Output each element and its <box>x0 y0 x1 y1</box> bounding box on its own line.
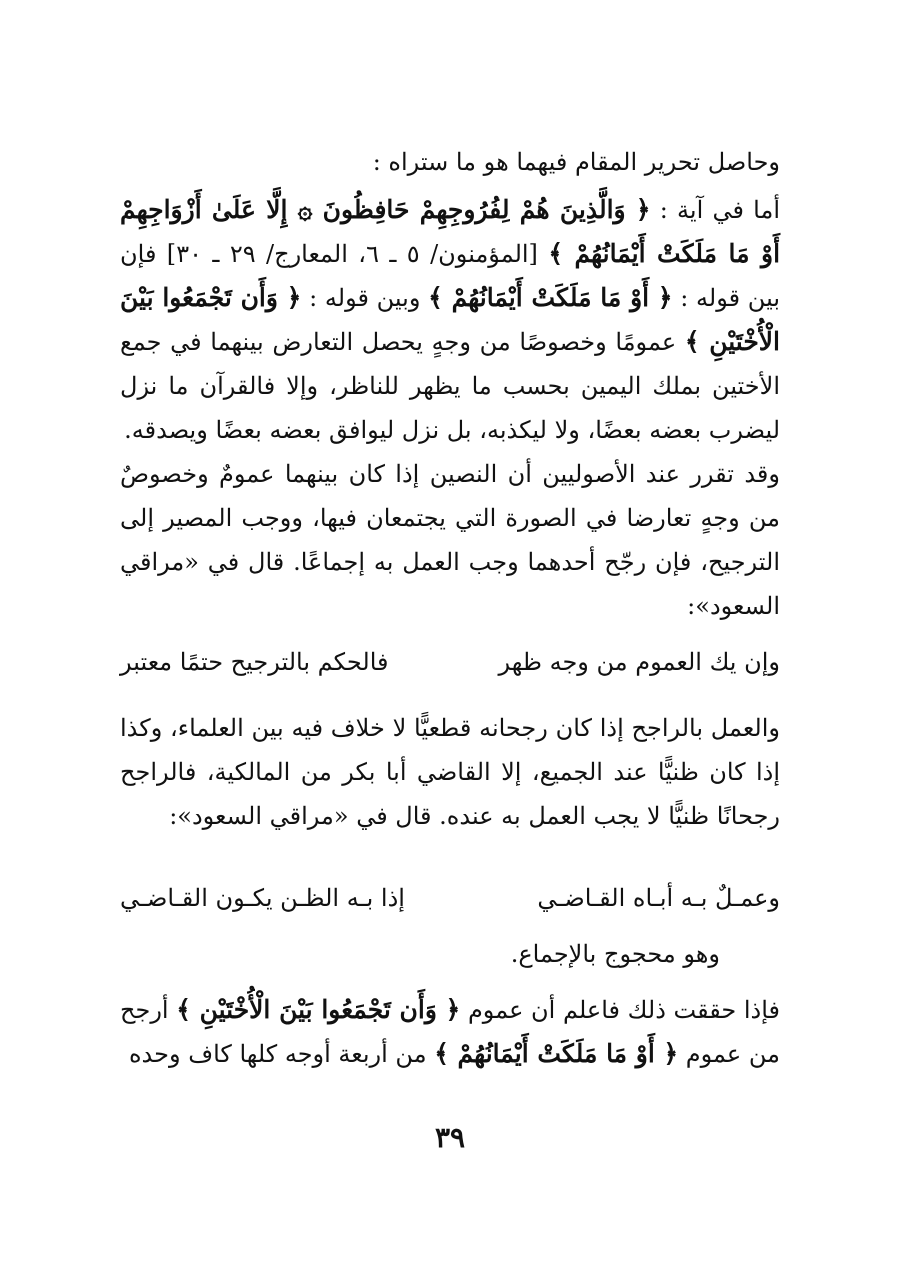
poetry-verse-1 <box>120 640 780 684</box>
p1-text-3: وبين قوله : <box>301 284 429 312</box>
paragraph-1 <box>120 188 780 452</box>
verse-2-second-hemistich: إذا بـه الظـن يكـون القـاضـي <box>120 884 405 912</box>
p4-text-2: أرجح من عموم <box>120 996 780 1068</box>
paragraph-3: والعمل بالراجح إذا كان رجحانه قطعيًّا لا خلاف فيه بين العلماء، وكذا إذا كان ظنيًّا عند الجميع، إلا القاضي أبا بكر من المالكية، فالراجح رجحانًا ظنيًّا لا يجب العمل به عنده. قال في «مراقي السعود»: <box>120 714 781 830</box>
p1-text-1: أما في آية : <box>650 196 780 224</box>
verse-1-first-hemistich: وإن يك العموم من وجه ظهر <box>498 648 780 676</box>
quran-verse: ﴿ وَأَن تَجْمَعُوا بَيْنَ الْأُخْتَيْنِ ﴾ <box>120 283 781 356</box>
quran-verse: ﴿ وَأَن تَجْمَعُوا بَيْنَ الْأُخْتَيْنِ ﴾ <box>176 995 461 1024</box>
p4-text-3: من أربعة أوجه كلها كاف وحده <box>128 1040 435 1068</box>
quran-verse: ﴿ وَالَّذِينَ هُمْ لِفُرُوجِهِمْ حَافِظُونَ ۞ إِلَّا عَلَىٰ أَزْوَاجِهِمْ أَوْ مَا مَلَكَتْ أَيْمَانُهُمْ ﴾ <box>120 195 781 268</box>
verse-1-second-hemistich: فالحكم بالترجيح حتمًا معتبر <box>120 648 389 676</box>
verse-2-first-hemistich: وعمـلٌ بـه أبـاه القـاضـي <box>537 884 780 912</box>
quran-verse: ﴿ أَوْ مَا مَلَكَتْ أَيْمَانُهُمْ ﴾ <box>428 283 673 312</box>
p1-text-4: عمومًا وخصوصًا من وجهٍ يحصل التعارض بينهما في جمع الأختين بملك اليمين بحسب ما يظهر للناظر، وإلا فالقرآن ما نزل ليضرب بعضه بعضًا، ولا ليكذبه، بل نزل ليوافق بعضه بعضًا ويصدقه. <box>120 328 780 444</box>
p1-text-2: [المؤمنون/ ٥ ـ ٦، المعارج/ ٢٩ ـ ٣٠] فإن بين قوله : <box>120 240 780 312</box>
quran-verse: ﴿ أَوْ مَا مَلَكَتْ أَيْمَانُهُمْ ﴾ <box>434 1039 679 1068</box>
intro-line: وحاصل تحرير المقام فيهما هو ما ستراه : <box>372 148 780 176</box>
p4-text-1: فإذا حققت ذلك فاعلم أن عموم <box>460 996 780 1024</box>
paragraph-4 <box>120 988 780 1076</box>
poetry-verse-2 <box>120 876 780 920</box>
paragraph-2: وقد تقرر عند الأصوليين أن النصين إذا كان بينهما عمومٌ وخصوصٌ من وجهٍ تعارضا في الصورة التي يجتمعان فيها، ووجب المصير إلى الترجيح، فإن رجّح أحدهما وجب العمل به إجماعًا. قال في «مراقي السعود»: <box>120 460 780 620</box>
verse-2-remark: وهو محجوج بالإجماع. <box>510 940 720 968</box>
page-number: ٣٩ <box>434 1121 466 1154</box>
